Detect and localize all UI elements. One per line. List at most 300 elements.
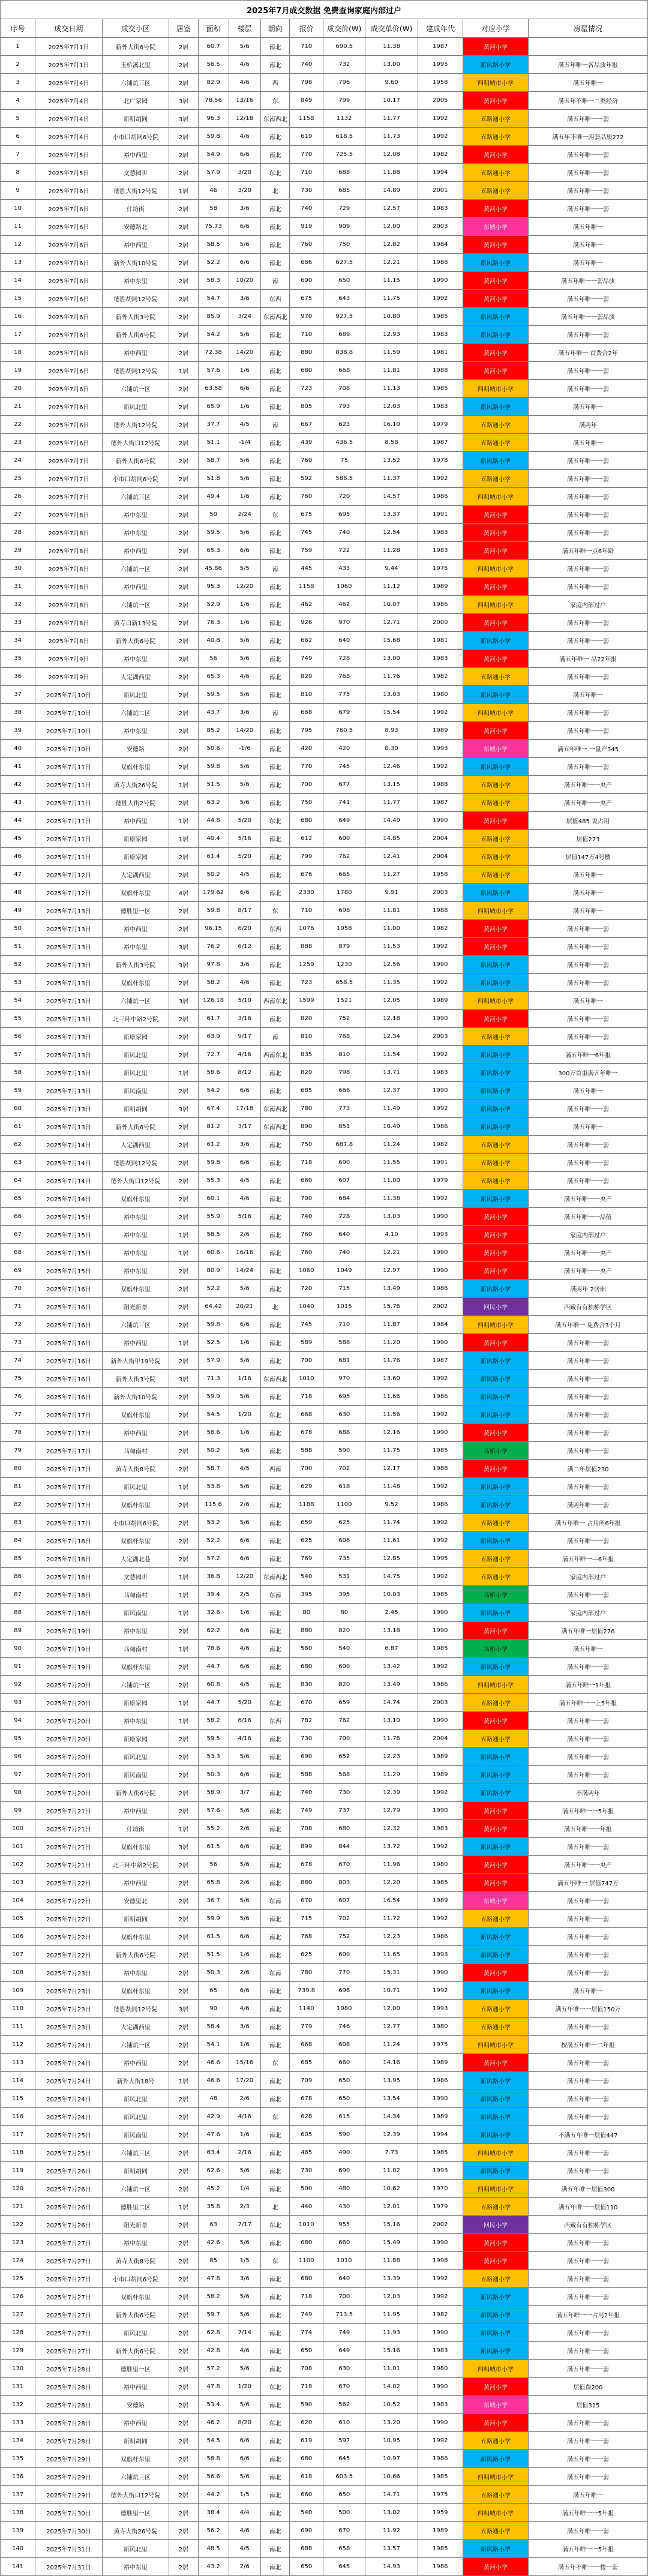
cell-row-index: 80 <box>1 1460 35 1478</box>
cell-house-status: 满五年唯一一套 <box>528 200 647 218</box>
cell-floor: 15/16 <box>229 2054 260 2072</box>
cell-list-price: 723 <box>290 974 323 992</box>
table-row <box>1 884 648 902</box>
table-row <box>1 2252 648 2270</box>
cell-built-year: 1990 <box>418 1208 463 1226</box>
cell-list-price: 1100 <box>290 2252 323 2270</box>
cell-unit-price: 13.57 <box>365 2540 418 2558</box>
cell-deal-date: 2025年7月19日 <box>35 1622 103 1640</box>
cell-rooms: 4居 <box>169 884 198 902</box>
cell-unit-price: 13.39 <box>365 2270 418 2288</box>
cell-unit-price: 12.85 <box>365 1550 418 1568</box>
cell-community: 裕中东里 <box>102 1622 169 1640</box>
cell-house-status: 满五年唯一 <box>528 866 647 884</box>
cell-built-year: 1989 <box>418 1766 463 1784</box>
cell-rooms: 2居 <box>169 2396 198 2414</box>
cell-orientation: 南北 <box>260 2072 289 2090</box>
cell-floor: 7/14 <box>229 2324 260 2342</box>
cell-floor: 1/5 <box>229 2252 260 2270</box>
cell-house-status: 满五年唯一一套 <box>528 2288 647 2306</box>
cell-list-price: 835 <box>290 1046 323 1064</box>
cell-deal-price: 713.5 <box>323 2306 365 2324</box>
cell-list-price: 810 <box>290 686 323 704</box>
cell-unit-price: 10.66 <box>365 2468 418 2486</box>
cell-rooms: 2居 <box>169 650 198 668</box>
table-row <box>1 1604 648 1622</box>
cell-rooms: 1居 <box>169 2072 198 2090</box>
cell-row-index: 131 <box>1 2378 35 2396</box>
cell-rooms: 2居 <box>169 1802 198 1820</box>
cell-floor: 6/6 <box>229 1622 260 1640</box>
cell-house-status: 满五年唯一一套 <box>528 758 647 776</box>
cell-row-index: 5 <box>1 110 35 128</box>
cell-built-year: 1989 <box>418 2054 463 2072</box>
cell-orientation: 南北 <box>260 2234 289 2252</box>
cell-area: 60.7 <box>198 38 229 56</box>
cell-deal-date: 2025年7月26日 <box>35 2216 103 2234</box>
cell-built-year: 1990 <box>418 2090 463 2108</box>
cell-orientation: 东北 <box>260 1694 289 1712</box>
cell-deal-price: 659 <box>323 1694 365 1712</box>
cell-floor: 9/17 <box>229 1028 260 1046</box>
cell-community: 新康家园 <box>102 1694 169 1712</box>
cell-unit-price: 13.72 <box>365 1838 418 1856</box>
cell-school: 四明城市小学 <box>463 902 528 920</box>
cell-orientation: 南 <box>260 560 289 578</box>
cell-community: 六铺炕三区 <box>102 2144 169 2162</box>
cell-list-price: 710 <box>290 164 323 182</box>
cell-deal-date: 2025年7月1日 <box>35 38 103 56</box>
cell-school: 五路通小学 <box>463 1136 528 1154</box>
cell-orientation: 南北 <box>260 146 289 164</box>
cell-unit-price: 15.31 <box>365 1964 418 1982</box>
cell-area: 90 <box>198 2000 229 2018</box>
table-row <box>1 1712 648 1730</box>
cell-row-index: 56 <box>1 1028 35 1046</box>
cell-row-index: 136 <box>1 2468 35 2486</box>
cell-list-price: 440 <box>290 2198 323 2216</box>
cell-orientation: 南北 <box>260 200 289 218</box>
cell-deal-price: 720 <box>323 488 365 506</box>
cell-rooms: 2居 <box>169 2090 198 2108</box>
cell-floor: 4/6 <box>229 1640 260 1658</box>
cell-area: 179.62 <box>198 884 229 902</box>
cell-school: 黄河小学 <box>463 344 528 362</box>
cell-community: 新康家园 <box>102 1730 169 1748</box>
cell-built-year: 1992 <box>418 1406 463 1424</box>
cell-row-index: 67 <box>1 1226 35 1244</box>
cell-area: 44.8 <box>198 812 229 830</box>
cell-community: 双旗杆东里 <box>102 1658 169 1676</box>
cell-deal-date: 2025年7月10日 <box>35 740 103 758</box>
cell-row-index: 92 <box>1 1676 35 1694</box>
cell-orientation: 东南西北 <box>260 1118 289 1136</box>
cell-list-price: 668 <box>290 704 323 722</box>
cell-rooms: 2居 <box>169 254 198 272</box>
cell-list-price: 880 <box>290 344 323 362</box>
cell-row-index: 18 <box>1 344 35 362</box>
cell-floor: 6/6 <box>229 1316 260 1334</box>
cell-deal-date: 2025年7月10日 <box>35 704 103 722</box>
cell-row-index: 7 <box>1 146 35 164</box>
cell-deal-price: 762 <box>323 848 365 866</box>
cell-unit-price: 11.00 <box>365 920 418 938</box>
cell-area: 47.8 <box>198 2378 229 2396</box>
cell-rooms: 2居 <box>169 902 198 920</box>
cell-list-price: 680 <box>290 2450 323 2468</box>
cell-deal-date: 2025年7月16日 <box>35 1388 103 1406</box>
table-row <box>1 200 648 218</box>
cell-list-price: 667 <box>290 416 323 434</box>
cell-unit-price: 14.71 <box>365 2486 418 2504</box>
cell-school: 四明城市小学 <box>463 596 528 614</box>
table-row <box>1 2558 648 2576</box>
cell-unit-price: 10.52 <box>365 2396 418 2414</box>
cell-rooms: 2居 <box>169 1514 198 1532</box>
cell-school: 黄河小学 <box>463 1208 528 1226</box>
cell-list-price: 829 <box>290 668 323 686</box>
cell-unit-price: 13.20 <box>365 2414 418 2432</box>
cell-deal-price: 660 <box>323 2054 365 2072</box>
cell-house-status: 家庭内部过户 <box>528 1568 647 1586</box>
cell-unit-price: 12.54 <box>365 524 418 542</box>
cell-row-index: 3 <box>1 74 35 92</box>
cell-row-index: 25 <box>1 470 35 488</box>
cell-built-year: 1989 <box>418 578 463 596</box>
cell-floor: 1/6 <box>229 2126 260 2144</box>
cell-community: 新外大街3号院 <box>102 308 169 326</box>
cell-rooms: 2居 <box>169 1406 198 1424</box>
cell-built-year: 1983 <box>418 200 463 218</box>
cell-deal-price: 640 <box>323 2270 365 2288</box>
cell-rooms: 1居 <box>169 362 198 380</box>
cell-deal-date: 2025年7月16日 <box>35 1280 103 1298</box>
cell-deal-price: 770 <box>323 1964 365 1982</box>
cell-row-index: 68 <box>1 1244 35 1262</box>
cell-rooms: 3居 <box>169 110 198 128</box>
cell-deal-price: 844 <box>323 1838 365 1856</box>
table-row <box>1 2342 648 2360</box>
cell-house-status: 满五年不唯一一楼一套 <box>528 2558 647 2576</box>
table-row <box>1 2324 648 2342</box>
cell-unit-price: 11.20 <box>365 1334 418 1352</box>
cell-row-index: 116 <box>1 2108 35 2126</box>
cell-area: 59.8 <box>198 902 229 920</box>
cell-community: 小市口胡同6号院 <box>102 470 169 488</box>
cell-deal-price: 775 <box>323 686 365 704</box>
cell-area: 40.8 <box>198 632 229 650</box>
table-row <box>1 488 648 506</box>
cell-school: 五路通小学 <box>463 1154 528 1172</box>
cell-deal-date: 2025年7月7日 <box>35 470 103 488</box>
cell-community: 裕中东里 <box>102 1208 169 1226</box>
cell-row-index: 51 <box>1 938 35 956</box>
table-row <box>1 2540 648 2558</box>
cell-unit-price: 9.44 <box>365 560 418 578</box>
cell-unit-price: 11.96 <box>365 1856 418 1874</box>
cell-deal-price: 1080 <box>323 2000 365 2018</box>
cell-orientation: 南北 <box>260 1244 289 1262</box>
cell-deal-price: 725.5 <box>323 146 365 164</box>
cell-built-year: 1989 <box>418 722 463 740</box>
cell-school: 五路通小学 <box>463 2018 528 2036</box>
cell-deal-price: 1049 <box>323 1262 365 1280</box>
cell-deal-price: 600 <box>323 1946 365 1964</box>
cell-rooms: 2居 <box>169 1874 198 1892</box>
table-row <box>1 578 648 596</box>
cell-row-index: 45 <box>1 830 35 848</box>
cell-row-index: 113 <box>1 2054 35 2072</box>
cell-list-price: 2330 <box>290 884 323 902</box>
cell-community: 裕中西里 <box>102 1874 169 1892</box>
cell-community: 新外大街6号院 <box>102 2342 169 2360</box>
cell-deal-price: 1060 <box>323 578 365 596</box>
cell-orientation: 南北 <box>260 1550 289 1568</box>
cell-orientation: 东南西北 <box>260 1100 289 1118</box>
table-row <box>1 2126 648 2144</box>
cell-row-index: 23 <box>1 434 35 452</box>
cell-rooms: 2居 <box>169 2486 198 2504</box>
table-row <box>1 1892 648 1910</box>
cell-built-year: 1983 <box>418 2396 463 2414</box>
cell-community: 新外大街6号院 <box>102 2306 169 2324</box>
cell-unit-price: 2.45 <box>365 1604 418 1622</box>
cell-community: 新外大街18号 <box>102 2072 169 2090</box>
cell-deal-price: 745 <box>323 758 365 776</box>
cell-area: 96.15 <box>198 920 229 938</box>
cell-area: 42.9 <box>198 2108 229 2126</box>
cell-deal-date: 2025年7月26日 <box>35 2198 103 2216</box>
cell-school: 马桥小学 <box>463 1640 528 1658</box>
cell-row-index: 1 <box>1 38 35 56</box>
table-row <box>1 308 648 326</box>
cell-area: 63.58 <box>198 380 229 398</box>
cell-deal-price: 562 <box>323 2396 365 2414</box>
cell-floor: 4/6 <box>229 2522 260 2540</box>
cell-community: 新风南里 <box>102 2126 169 2144</box>
cell-built-year: 1985 <box>418 1874 463 1892</box>
cell-orientation: 南北 <box>260 974 289 992</box>
cell-list-price: 588 <box>290 1442 323 1460</box>
cell-area: 42.6 <box>198 2234 229 2252</box>
cell-built-year: 1990 <box>418 956 463 974</box>
cell-orientation: 南北 <box>260 470 289 488</box>
cell-deal-price: 430 <box>323 2198 365 2216</box>
cell-floor: 2/24 <box>229 506 260 524</box>
cell-floor: 5/10 <box>229 992 260 1010</box>
cell-area: 32.6 <box>198 1604 229 1622</box>
cell-unit-price: 4.10 <box>365 1226 418 1244</box>
cell-rooms: 2居 <box>169 1676 198 1694</box>
cell-row-index: 28 <box>1 524 35 542</box>
cell-area: 52.2 <box>198 254 229 272</box>
cell-community: 德胜里一区 <box>102 2504 169 2522</box>
cell-rooms: 2居 <box>169 2216 198 2234</box>
header-house-status: 房屋情况 <box>528 19 647 38</box>
cell-floor: 5/6 <box>229 2468 260 2486</box>
cell-rooms: 2居 <box>169 1208 198 1226</box>
table-row <box>1 1172 648 1190</box>
cell-school: 四明城市小学 <box>463 2036 528 2054</box>
cell-deal-date: 2025年7月13日 <box>35 974 103 992</box>
cell-unit-price: 10.17 <box>365 92 418 110</box>
cell-community: 双旗杆东里 <box>102 758 169 776</box>
cell-floor: 4/16 <box>229 1730 260 1748</box>
cell-deal-date: 2025年7月28日 <box>35 2378 103 2396</box>
cell-community: 德胜胡同12号院 <box>102 362 169 380</box>
cell-deal-price: 630 <box>323 2360 365 2378</box>
cell-list-price: 80 <box>290 1604 323 1622</box>
cell-built-year: 1959 <box>418 2504 463 2522</box>
cell-school: 新风路小学 <box>463 1118 528 1136</box>
cell-floor: 2/6 <box>229 1226 260 1244</box>
cell-deal-date: 2025年7月20日 <box>35 1712 103 1730</box>
cell-row-index: 20 <box>1 380 35 398</box>
cell-house-status: 满五年唯一1年报 <box>528 1676 647 1694</box>
cell-orientation: 南北 <box>260 1226 289 1244</box>
cell-deal-date: 2025年7月24日 <box>35 2108 103 2126</box>
cell-rooms: 2居 <box>169 1910 198 1928</box>
cell-list-price: 678 <box>290 1856 323 1874</box>
cell-rooms: 2居 <box>169 1766 198 1784</box>
cell-area: 52.9 <box>198 596 229 614</box>
cell-area: 58.7 <box>198 452 229 470</box>
cell-floor: 5/6 <box>229 2234 260 2252</box>
cell-area: 126.18 <box>198 992 229 1010</box>
cell-community: 六铺炕一区 <box>102 596 169 614</box>
cell-community: 双旗杆东里 <box>102 1928 169 1946</box>
cell-deal-date: 2025年7月6日 <box>35 236 103 254</box>
table-row <box>1 1154 648 1172</box>
cell-rooms: 2居 <box>169 1550 198 1568</box>
cell-community: 阳光新景 <box>102 1298 169 1316</box>
cell-deal-price: 798 <box>323 1064 365 1082</box>
cell-orientation: 东南西北 <box>260 1568 289 1586</box>
cell-school: 新风路小学 <box>463 1838 528 1856</box>
cell-school: 四明城市小学 <box>463 1676 528 1694</box>
cell-list-price: 1158 <box>290 578 323 596</box>
cell-orientation: 南北 <box>260 2396 289 2414</box>
cell-deal-price: 677 <box>323 776 365 794</box>
cell-row-index: 70 <box>1 1280 35 1298</box>
cell-deal-date: 2025年7月6日 <box>35 182 103 200</box>
cell-area: 38.4 <box>198 2504 229 2522</box>
cell-community: 裕中西里 <box>102 146 169 164</box>
cell-school: 黄河小学 <box>463 1856 528 1874</box>
cell-floor: 3/17 <box>229 1118 260 1136</box>
cell-unit-price: 11.81 <box>365 362 418 380</box>
cell-deal-price: 708 <box>323 380 365 398</box>
cell-row-index: 108 <box>1 1964 35 1982</box>
cell-list-price: 880 <box>290 1622 323 1640</box>
cell-house-status: 满五年唯一一5年报 <box>528 2504 647 2522</box>
cell-deal-price: 649 <box>323 812 365 830</box>
header-row-index: 序号 <box>1 19 35 38</box>
cell-row-index: 85 <box>1 1550 35 1568</box>
table-row <box>1 1910 648 1928</box>
cell-floor: 1/4 <box>229 2180 260 2198</box>
cell-school: 五路通小学 <box>463 164 528 182</box>
cell-school: 东城小学 <box>463 1892 528 1910</box>
cell-row-index: 84 <box>1 1532 35 1550</box>
cell-unit-price: 12.56 <box>365 956 418 974</box>
cell-row-index: 123 <box>1 2234 35 2252</box>
cell-list-price: 768 <box>290 1928 323 1946</box>
cell-orientation: 南 <box>260 272 289 290</box>
cell-unit-price: 11.75 <box>365 290 418 308</box>
cell-school: 五路通小学 <box>463 110 528 128</box>
cell-row-index: 34 <box>1 632 35 650</box>
cell-house-status: 满五年唯一一套 <box>528 1154 647 1172</box>
cell-deal-price: 909 <box>323 218 365 236</box>
table-row <box>1 1946 648 1964</box>
cell-unit-price: 12.34 <box>365 1028 418 1046</box>
cell-floor: 5/6 <box>229 470 260 488</box>
cell-unit-price: 14.49 <box>365 812 418 830</box>
cell-area: 61.5 <box>198 1928 229 1946</box>
cell-orientation: 南北 <box>260 1388 289 1406</box>
cell-deal-price: 698 <box>323 902 365 920</box>
cell-rooms: 2居 <box>169 2342 198 2360</box>
table-row <box>1 632 648 650</box>
cell-row-index: 103 <box>1 1874 35 1892</box>
cell-floor: 1/6 <box>229 362 260 380</box>
cell-rooms: 3居 <box>169 992 198 1010</box>
cell-deal-date: 2025年7月7日 <box>35 488 103 506</box>
cell-area: 65.8 <box>198 1874 229 1892</box>
cell-house-status: 满五年唯一一套 <box>528 1424 647 1442</box>
table-row <box>1 110 648 128</box>
header-list-price: 报价 <box>290 19 323 38</box>
cell-built-year: 1993 <box>418 2000 463 2018</box>
cell-rooms: 2居 <box>169 1964 198 1982</box>
cell-area: 46.2 <box>198 2414 229 2432</box>
cell-floor: 1/6 <box>229 488 260 506</box>
cell-house-status: 满五年唯一一套 <box>528 506 647 524</box>
cell-community: 裕中东里 <box>102 938 169 956</box>
cell-list-price: 849 <box>290 92 323 110</box>
cell-area: 43.2 <box>198 2558 229 2576</box>
cell-floor: 5/6 <box>229 1910 260 1928</box>
cell-row-index: 118 <box>1 2144 35 2162</box>
cell-house-status: 家庭内部过户 <box>528 1604 647 1622</box>
cell-deal-price: 690 <box>323 1154 365 1172</box>
table-row <box>1 182 648 200</box>
table-row <box>1 218 648 236</box>
cell-deal-date: 2025年7月13日 <box>35 1064 103 1082</box>
cell-unit-price: 14.57 <box>365 488 418 506</box>
cell-community: 裕中东里 <box>102 1964 169 1982</box>
table-row <box>1 2414 648 2432</box>
cell-unit-price: 11.66 <box>365 1388 418 1406</box>
cell-area: 44.2 <box>198 2486 229 2504</box>
cell-floor: 5/6 <box>229 1892 260 1910</box>
cell-floor: 2/6 <box>229 1496 260 1514</box>
cell-rooms: 3居 <box>169 1100 198 1118</box>
cell-rooms: 2居 <box>169 2450 198 2468</box>
cell-house-status: 满五年唯一一套 <box>528 182 647 200</box>
cell-community: 人定湖西里 <box>102 2018 169 2036</box>
cell-community: 新外大街6号院 <box>102 452 169 470</box>
cell-school: 新风路小学 <box>463 2090 528 2108</box>
cell-unit-price: 10.07 <box>365 596 418 614</box>
cell-house-status: 满五年唯一一套 <box>528 722 647 740</box>
cell-deal-price: 650 <box>323 272 365 290</box>
cell-community: 阳光新景 <box>102 2216 169 2234</box>
cell-row-index: 133 <box>1 2414 35 2432</box>
cell-community: 黄寺口新13号院 <box>102 614 169 632</box>
cell-rooms: 2居 <box>169 1172 198 1190</box>
